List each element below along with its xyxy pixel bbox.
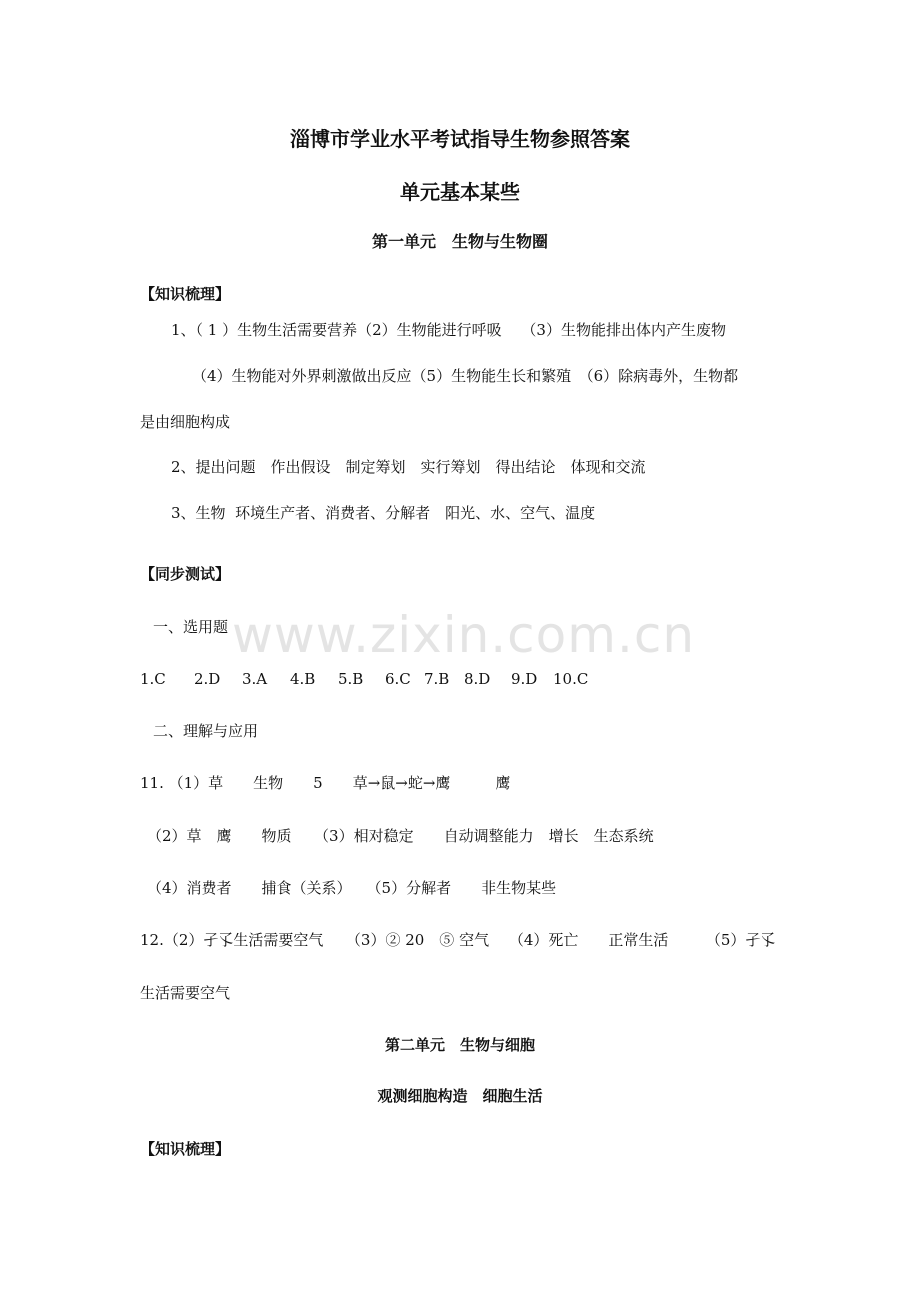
answer-item: 10.C bbox=[553, 670, 589, 688]
q12-line2: 生活需要空气 bbox=[140, 984, 231, 1002]
answer-item: 5.B bbox=[338, 670, 364, 688]
document-title: 淄博市学业水平考试指导生物参照答案 bbox=[290, 127, 630, 151]
q11-line3: （4）消费者 捕食（关系） （5）分解者 非生物某些 bbox=[147, 879, 557, 897]
q12-line1: 12.（2）孑孓生活需要空气 （3）② 20 ⑤ 空气 （4）死亡 正常生活 （5）孑孓 bbox=[140, 931, 776, 949]
unit1-knowledge-label: 【知识梳理】 bbox=[140, 285, 231, 303]
sync-test-label: 【同步测试】 bbox=[140, 565, 231, 583]
answer-item: 7.B bbox=[424, 670, 450, 688]
knowledge-item1-line2: （4）生物能对外界刺激做出反应（5）生物能生长和繁殖 （6）除病毒外，生物都 bbox=[192, 367, 739, 385]
part1-label: 一、选用题 bbox=[153, 618, 229, 636]
answer-item: 2.D bbox=[194, 670, 221, 688]
unit2-knowledge-label: 【知识梳理】 bbox=[140, 1140, 231, 1158]
answer-item: 1.C bbox=[140, 670, 166, 688]
knowledge-item1-line3: 是由细胞构成 bbox=[140, 413, 231, 431]
answer-item: 8.D bbox=[464, 670, 491, 688]
answer-item: 9.D bbox=[511, 670, 538, 688]
unit2-subheading: 观测细胞构造 细胞生活 bbox=[377, 1087, 543, 1105]
part2-label: 二、理解与应用 bbox=[153, 722, 259, 740]
q11-line2: （2）草 鹰 物质 （3）相对稳定 自动调整能力 增长 生态系统 bbox=[147, 827, 654, 845]
document-subtitle: 单元基本某些 bbox=[400, 180, 520, 204]
knowledge-item1-line1: 1、（ 1 ）生物生活需要营养（2）生物能进行呼吸 （3）生物能排出体内产生废物 bbox=[171, 321, 726, 339]
knowledge-item2: 2、提出问题 作出假设 制定筹划 实行筹划 得出结论 体现和交流 bbox=[171, 458, 646, 476]
watermark: www.zixin.com.cn bbox=[232, 606, 696, 664]
unit2-heading: 第二单元 生物与细胞 bbox=[384, 1036, 535, 1054]
unit1-heading: 第一单元 生物与生物圈 bbox=[371, 232, 548, 251]
knowledge-item3: 3、生物 环境生产者、消费者、分解者 阳光、水、空气、温度 bbox=[171, 504, 596, 522]
answer-item: 4.B bbox=[290, 670, 316, 688]
answer-item: 3.A bbox=[242, 670, 268, 688]
q11-line1: 11. （1）草 生物 5 草→鼠→蛇→鹰 鹰 bbox=[140, 774, 511, 792]
answer-item: 6.C bbox=[385, 670, 411, 688]
